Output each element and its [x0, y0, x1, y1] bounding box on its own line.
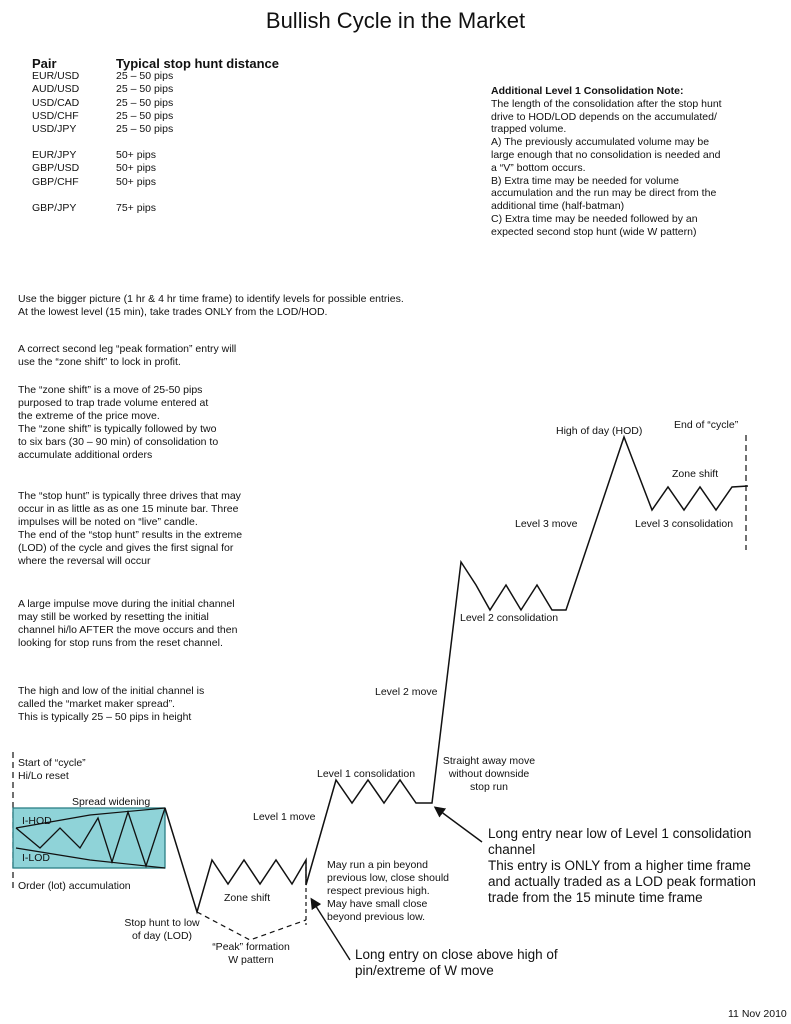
- para-line: The “stop hunt” is typically three drives that may: [18, 490, 241, 502]
- level2-consolidation-label: Level 2 consolidation: [460, 612, 559, 624]
- pair-distance: 25 – 50 pips: [116, 96, 174, 109]
- pair-distance: 50+ pips: [116, 175, 156, 188]
- pair-name: GBP/CHF: [32, 175, 79, 188]
- pair-name: GBP/USD: [32, 162, 80, 175]
- pair-name: AUD/USD: [32, 83, 80, 96]
- para-line: accumulate additional orders: [18, 449, 153, 461]
- para-line: The high and low of the initial channel is: [18, 685, 205, 697]
- note-title: Additional Level 1 Consolidation Note:: [491, 85, 684, 97]
- end-cycle-label: End of “cycle”: [674, 419, 739, 431]
- note-line: drive to HOD/LOD depends on the accumulated/: [491, 110, 717, 123]
- para-line: A correct second leg “peak formation” entry will: [18, 343, 237, 355]
- para-line: to six bars (30 – 90 min) of consolidation to: [18, 436, 219, 448]
- zone-shift-high-label: Zone shift: [672, 468, 719, 480]
- distance-header: Typical stop hunt distance: [116, 56, 280, 71]
- label-line: previous low, close should: [327, 872, 449, 884]
- label-line: respect previous high.: [327, 885, 430, 897]
- para-line: The end of the “stop hunt” results in the extreme: [18, 529, 243, 541]
- note-line: additional time (half-batman): [491, 200, 625, 213]
- para-line: where the reversal will occur: [18, 555, 151, 567]
- para-line: The “zone shift” is typically followed by two: [18, 423, 217, 435]
- para-line: use the “zone shift” to lock in profit.: [18, 356, 181, 368]
- level1-move-label: Level 1 move: [253, 811, 316, 823]
- note-line: large enough that no consolidation is needed and: [491, 148, 721, 161]
- para-line: Use the bigger picture (1 hr & 4 hr time frame) to identify levels for possible entries.: [18, 293, 404, 305]
- label-line: Hi/Lo reset: [18, 770, 69, 782]
- label-line: without downside: [448, 768, 530, 780]
- note-line: a “V” bottom occurs.: [491, 161, 586, 174]
- note-line: trapped volume.: [491, 123, 567, 136]
- i-hod-label: I-HOD: [22, 815, 52, 827]
- peak-formation-label: [196, 941, 306, 967]
- straight-away-label: [434, 755, 544, 794]
- note-line: expected second stop hunt (wide W pattern): [491, 225, 697, 238]
- order-accumulation-label: Order (lot) accumulation: [18, 880, 131, 892]
- pair-distance: 25 – 50 pips: [116, 109, 174, 122]
- pair-name: GBP/JPY: [32, 201, 77, 214]
- para-line: the extreme of the price move.: [18, 410, 160, 422]
- label-line: stop run: [470, 781, 508, 793]
- label-line: trade from the 15 minute time frame: [488, 890, 703, 905]
- note-line: accumulation and the run may be direct from the: [491, 187, 717, 200]
- para-line: occur in as little as as one 15 minute bar. Three: [18, 503, 239, 515]
- start-cycle-label: [18, 757, 86, 783]
- w-entry-note: [355, 947, 558, 979]
- para-line: The “zone shift” is a move of 25-50 pips: [18, 384, 203, 396]
- pair-name: USD/CAD: [32, 96, 80, 109]
- level3-move-label: Level 3 move: [515, 518, 578, 530]
- label-line: pin/extreme of W move: [355, 963, 494, 978]
- note-line: B) Extra time may be needed for volume: [491, 174, 679, 187]
- pair-name: EUR/USD: [32, 70, 80, 83]
- label-line: Straight away move: [442, 755, 536, 767]
- label-line: “Peak” formation: [212, 941, 290, 953]
- para-line: channel hi/lo AFTER the move occurs and then: [18, 624, 238, 636]
- para-line: (LOD) of the cycle and gives the first signal for: [18, 542, 234, 554]
- level1-entry-note: [488, 826, 756, 906]
- label-line: of day (LOD): [131, 930, 193, 942]
- i-lod-label: I-LOD: [22, 852, 51, 864]
- para-line: impulses will be noted on “live” candle.: [18, 516, 198, 528]
- pair-distance: 25 – 50 pips: [116, 123, 174, 136]
- para-line: At the lowest level (15 min), take trades ONLY from the LOD/HOD.: [18, 306, 328, 318]
- label-line: Start of “cycle”: [18, 757, 86, 769]
- para-line: called the “market maker spread”.: [18, 698, 175, 710]
- label-line: This entry is ONLY from a higher time frame: [488, 858, 751, 873]
- zone-shift-low-label: Zone shift: [224, 892, 271, 904]
- label-line: Stop hunt to low: [124, 917, 200, 929]
- pair-distance: 25 – 50 pips: [116, 70, 174, 83]
- note-line: The length of the consolidation after the stop hunt: [491, 97, 722, 110]
- para-line: A large impulse move during the initial channel: [18, 598, 235, 610]
- label-line: and actually traded as a LOD peak formation: [488, 874, 756, 889]
- label-line: Long entry near low of Level 1 consolidation: [488, 826, 752, 841]
- note-line: C) Extra time may be needed followed by an: [491, 212, 698, 225]
- para-line: purposed to trap trade volume entered at: [18, 397, 209, 409]
- note-line: A) The previously accumulated volume may be: [491, 136, 710, 149]
- label-line: May have small close: [327, 898, 428, 910]
- level2-move-label: Level 2 move: [375, 686, 438, 698]
- hod-label: High of day (HOD): [556, 425, 643, 437]
- label-line: channel: [488, 842, 536, 857]
- para-line: looking for stop runs from the reset channel.: [18, 637, 223, 649]
- label-line: beyond previous low.: [327, 911, 426, 923]
- pair-header: Pair: [32, 56, 57, 71]
- pair-name: USD/CHF: [32, 109, 79, 122]
- level1-consolidation-label: Level 1 consolidation: [317, 768, 416, 780]
- level3-consolidation-label: Level 3 consolidation: [635, 518, 734, 530]
- pair-name: EUR/JPY: [32, 149, 77, 162]
- pair-distance: 50+ pips: [116, 162, 156, 175]
- para-line: This is typically 25 – 50 pips in height: [18, 711, 192, 723]
- pair-distance: 25 – 50 pips: [116, 83, 174, 96]
- pair-distance: 50+ pips: [116, 149, 156, 162]
- level1-entry-arrow: [436, 808, 482, 842]
- label-line: May run a pin beyond: [327, 859, 428, 871]
- pin-note-label: [327, 859, 449, 924]
- para-line: may still be worked by resetting the initial: [18, 611, 209, 623]
- page-title: Bullish Cycle in the Market: [265, 8, 526, 33]
- date-stamp: 11 Nov 2010: [728, 1008, 787, 1020]
- stop-hunt-label: [110, 917, 214, 943]
- spread-widening-label: Spread widening: [72, 796, 151, 808]
- pair-name: USD/JPY: [32, 123, 77, 136]
- label-line: W pattern: [228, 954, 274, 966]
- pair-distance: 75+ pips: [116, 201, 156, 214]
- label-line: Long entry on close above high of: [355, 947, 558, 962]
